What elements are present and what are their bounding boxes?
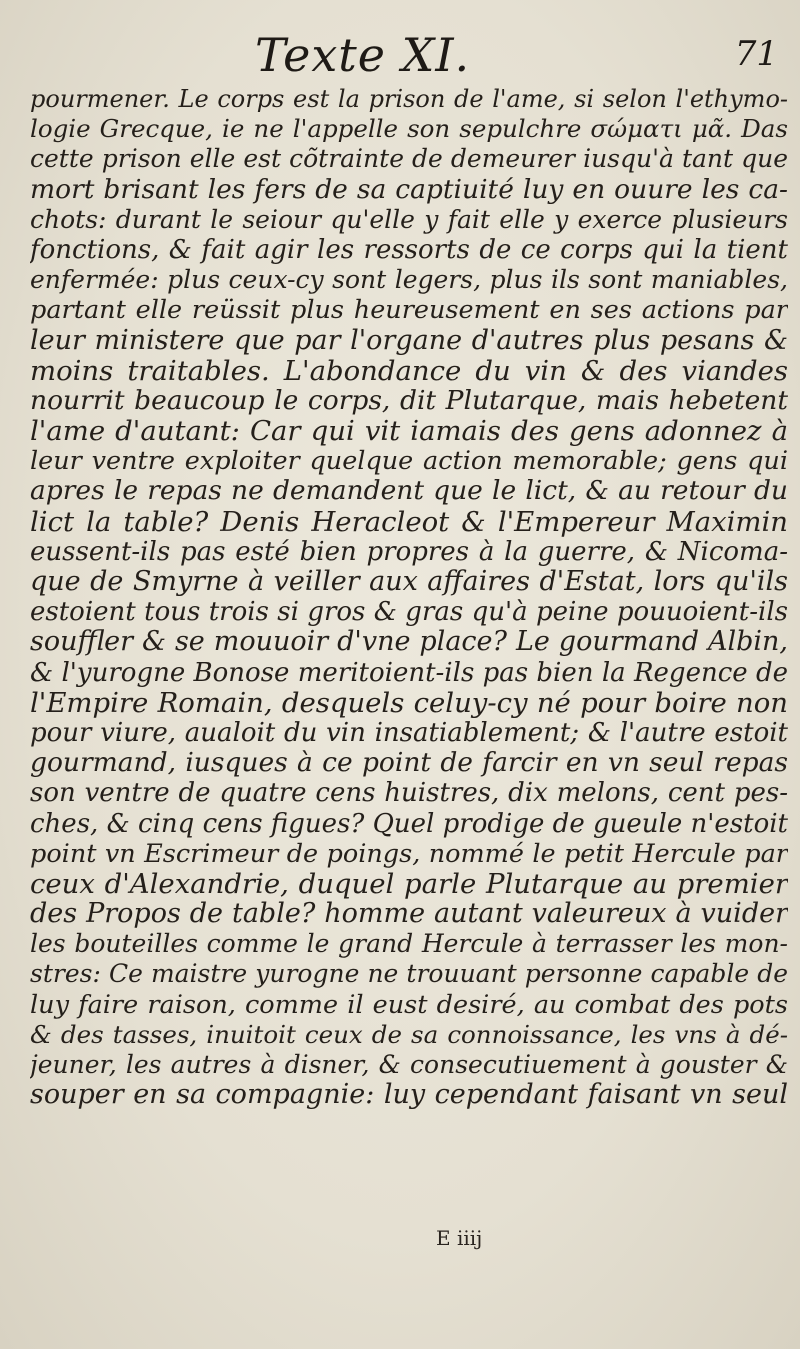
text-line: partant elle reüssit plus heureusement en ses actions par [30, 295, 788, 326]
text-line: nourrit beaucoup le corps, dit Plutarque, mais hebetent [30, 385, 788, 416]
text-line: point vn Escrimeur de poings, nommé le petit Hercule par [30, 838, 788, 869]
text-line: souffler & se mouuoir d'vne place? Le gourmand Albin, [30, 627, 788, 658]
signature-mark: E iiij [436, 1226, 483, 1250]
text-line: mort brisant les fers de sa captiuité luy en ouure les ca- [30, 174, 788, 205]
running-title: Texte XI. [255, 28, 471, 82]
text-line: l'ame d'autant: Car qui vit iamais des gens adonnez à [30, 416, 788, 447]
text-line: lict la table? Denis Heracleot & l'Empereur Maximin [30, 506, 788, 537]
text-line: leur ministere que par l'organe d'autres plus pesans & [30, 325, 788, 356]
text-line: des Propos de table? homme autant valeureux à vuider [30, 899, 788, 930]
text-line: jeuner, les autres à disner, & consecutiuement à gouster & [30, 1050, 788, 1079]
text-line: moins traitables. L'abondance du vin & des viandes [30, 355, 788, 386]
page-number: 71 [734, 34, 778, 74]
text-line: gourmand, iusques à ce point de farcir en vn seul repas [30, 748, 788, 779]
text-line: souper en sa compagnie: luy cependant faisant vn seul [30, 1080, 788, 1111]
text-line: les bouteilles comme le grand Hercule à terrasser les mon- [30, 929, 788, 959]
text-line: estoient tous trois si gros & gras qu'à peine pouuoient-ils [30, 597, 788, 628]
text-line: cette prison elle est cõtrainte de demeurer iusqu'à tant que [30, 144, 788, 174]
body-text [30, 84, 788, 1110]
text-line: que de Smyrne à veiller aux affaires d'Estat, lors qu'ils [30, 567, 788, 597]
text-line: eussent-ils pas esté bien propres à la guerre, & Nicoma- [30, 536, 788, 567]
text-line: enfermée: plus ceux-cy sont legers, plus ils sont maniables, [30, 265, 788, 295]
text-line: ceux d'Alexandrie, duquel parle Plutarque au premier [30, 868, 788, 900]
text-line: logie Grecque, ie ne l'appelle son sepulchre σώματι μᾶ. Das [30, 114, 788, 144]
text-line: son ventre de quatre cens huistres, dix melons, cent pes- [30, 778, 788, 809]
text-line: pour viure, aualoit du vin insatiablement; & l'autre estoit [30, 717, 788, 748]
text-line: leur ventre exploiter quelque action memorable; gens qui [30, 446, 788, 477]
text-line: fonctions, & fait agir les ressorts de ce corps qui la tient [30, 234, 788, 265]
text-line: apres le repas ne demandent que le lict, & au retour du [30, 476, 788, 507]
text-line: l'Empire Romain, desquels celuy-cy né pour boire non [30, 687, 788, 718]
text-line: ches, & cinq cens figues? Quel prodige de gueule n'estoit [30, 808, 788, 839]
text-line: pourmener. Le corps est la prison de l'ame, si selon l'ethymo- [30, 85, 788, 113]
text-line: & des tasses, inuitoit ceux de sa connoissance, les vns à dé- [30, 1019, 788, 1049]
text-line: & l'yurogne Bonose meritoient-ils pas bien la Regence de [30, 657, 788, 688]
text-line: stres: Ce maistre yurogne ne trouuant personne capable de [30, 959, 788, 989]
text-line: chots: durant le seiour qu'elle y fait elle y exerce plusieurs [30, 204, 788, 234]
page-header [0, 22, 800, 82]
text-line: luy faire raison, comme il eust desiré, au combat des pots [30, 989, 788, 1020]
